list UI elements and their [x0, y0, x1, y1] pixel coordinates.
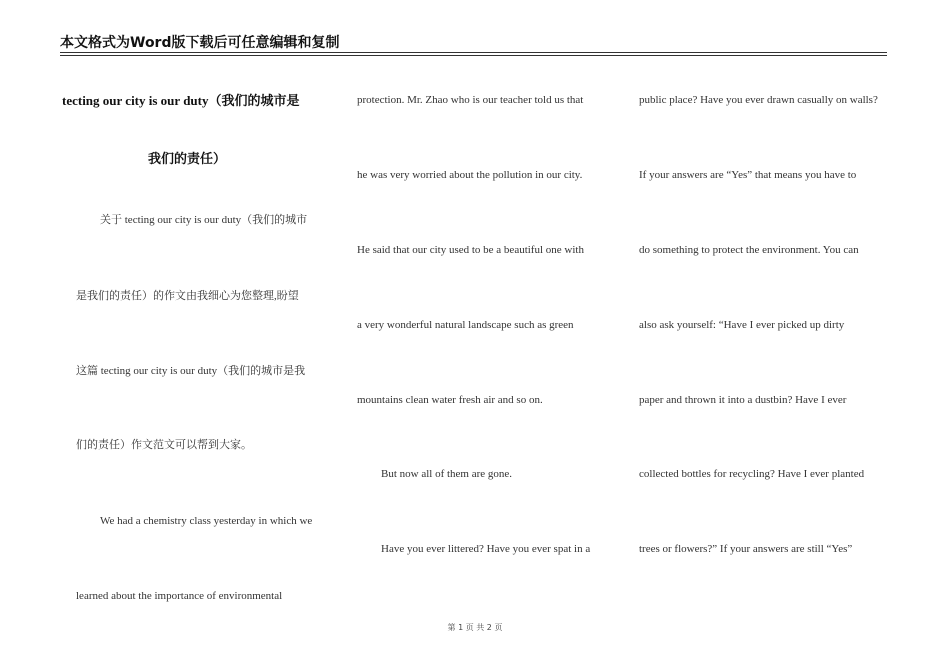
- col2-line-6: But now all of them are gone.: [381, 468, 513, 480]
- col3-line-3: do something to protect the environment. You can: [639, 244, 859, 256]
- col3-line-5: paper and thrown it into a dustbin? Have I ever: [639, 394, 847, 406]
- col2-line-1: protection. Mr. Zhao who is our teacher told us that: [357, 94, 584, 106]
- col3-line-6: collected bottles for recycling? Have I ever planted: [639, 468, 865, 480]
- col1-line-3: 这篇 tecting our city is our duty（我们的城市是我: [76, 365, 306, 377]
- header-rule-top: [60, 52, 887, 53]
- col2-line-2: he was very worried about the pollution in our city.: [357, 169, 583, 181]
- col3-line-1: public place? Have you ever drawn casually on walls?: [639, 94, 878, 106]
- col1-line-5: We had a chemistry class yesterday in which we: [100, 515, 313, 527]
- article-title-line-1: tecting our city is our duty（我们的城市是: [62, 93, 300, 108]
- col1-line-2: 是我们的责任）的作文由我细心为您整理,盼望: [76, 290, 299, 302]
- document-header-title: 本文格式为Word版下载后可任意编辑和复制: [60, 35, 340, 51]
- col1-line-1: 关于 tecting our city is our duty（我们的城市: [100, 214, 308, 226]
- header-rule-bottom: [60, 55, 887, 56]
- article-title-line-2: 我们的责任）: [148, 151, 227, 166]
- col3-line-2: If your answers are “Yes” that means you have to: [639, 169, 857, 181]
- col2-line-5: mountains clean water fresh air and so on.: [357, 394, 543, 406]
- page-number: 第 1 页 共 2 页: [447, 623, 503, 632]
- col2-line-4: a very wonderful natural landscape such as green: [357, 319, 574, 331]
- col2-line-3: He said that our city used to be a beautiful one with: [357, 244, 584, 256]
- col1-line-4: 们的责任）作文范文可以帮到大家。: [76, 439, 252, 451]
- col1-line-6: learned about the importance of environmental: [76, 590, 283, 602]
- col3-line-7: trees or flowers?” If your answers are still “Yes”: [639, 543, 853, 555]
- col3-line-4: also ask yourself: “Have I ever picked up dirty: [639, 319, 845, 331]
- col2-line-7: Have you ever littered? Have you ever spat in a: [381, 543, 591, 555]
